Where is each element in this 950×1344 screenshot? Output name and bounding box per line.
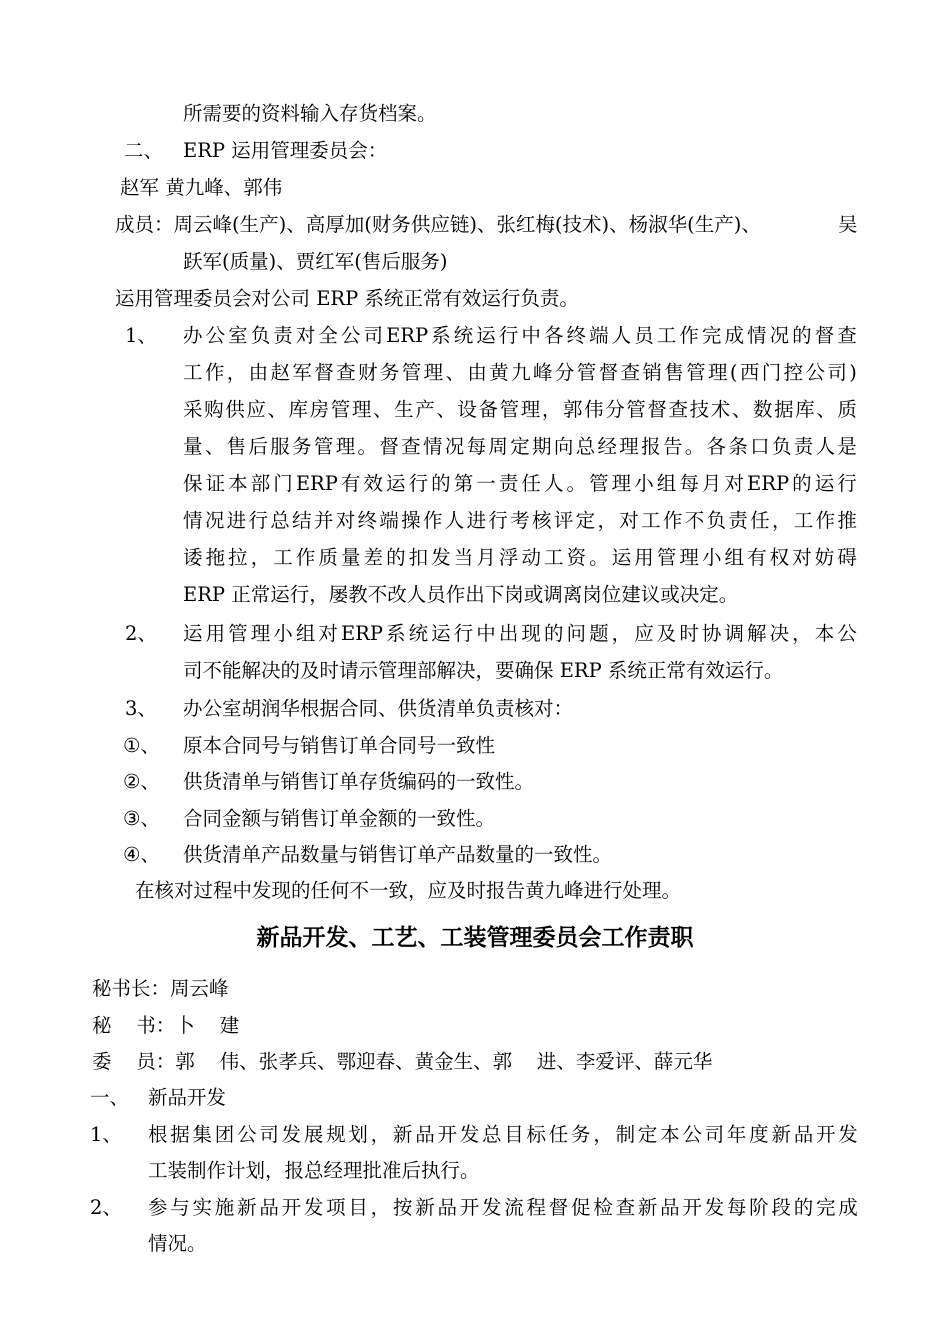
section-number: 一、: [90, 1086, 130, 1109]
list-number: 2、: [125, 622, 157, 645]
section-heading: ERP 运用管理委员会：: [183, 139, 388, 162]
item1-line: ERP 正常运行，屡教不改人员作出下岗或调离岗位建议或决定。: [183, 583, 739, 606]
list-number: 1、: [125, 324, 157, 347]
item2-line: 运 用 管 理 小 组 对 ERP 系 统 运 行 中 出 现 的 问 题 ， 应 及 时 协 调 解 决 ， 本 公: [183, 622, 857, 645]
item1-line: 采 购 供 应 、 库 房 管 理 、 生 产 、 设 备 管 理 ， 郭 伟 分 管 督 查 技 术 、 数 据 库 、 质: [183, 398, 857, 421]
item3-text: 办公室胡润华根据合同、供货清单负责核对：: [183, 697, 574, 720]
sub-item-number: ④、: [123, 843, 160, 866]
sub-item-number: ①、: [123, 734, 160, 757]
sub-item-number: ②、: [123, 770, 160, 793]
section-title: 新品开发、工艺、工装管理委员会工作责职: [256, 925, 694, 951]
members-line: 成员：周云峰(生产)、高厚加(财务供应链)、张红梅(技术)、杨淑华(生产)、: [115, 213, 761, 236]
item1-line: 办 公 室 负 责 对 全 公 司 ERP 系 统 运 行 中 各 终 端 人 员 工 作 完 成 情 况 的 督 查: [183, 324, 857, 347]
text-line: 运用管理委员会对公司 ERP 系统正常有效运行负责。: [115, 287, 579, 310]
item1-line: 工 作 ， 由 赵 军 督 查 财 务 管 理 、 由 黄 九 峰 分 管 督 查 销 售 管 理 ( 西 门 控 公 司 ): [183, 361, 857, 384]
sub-item-text: 供货清单与销售订单存货编码的一致性。: [183, 770, 535, 793]
secretary-line: 秘 书：卜 建: [92, 1014, 240, 1037]
list-number: 1、: [90, 1123, 122, 1146]
text-line: 赵军 黄九峰、郭伟: [120, 176, 283, 199]
sub-item-text: 供货清单产品数量与销售订单产品数量的一致性。: [183, 843, 613, 866]
section-heading: 新品开发: [148, 1086, 227, 1109]
secretary-general-line: 秘书长：周云峰: [92, 977, 229, 1000]
item1-line: 保 证 本 部 门 ERP 有 效 运 行 的 第 一 责 任 人 。 管 理 小 组 每 月 对 ERP 的 运 行: [183, 472, 857, 495]
section-number: 二、: [124, 139, 164, 162]
closing-line: 在核对过程中发现的任何不一致，应及时报告黄九峰进行处理。: [135, 879, 682, 902]
text-line: 所需要的资料输入存货档案。: [183, 102, 437, 125]
item1-line: 情 况 进 行 总 结 并 对 终 端 操 作 人 进 行 考 核 评 定 ， 对 工 作 不 负 责 任 ， 工 作 推: [183, 509, 857, 532]
p1-line: 根 据 集 团 公 司 发 展 规 划 ， 新 品 开 发 总 目 标 任 务 ， 制 定 本 公 司 年 度 新 品 开 发: [148, 1123, 858, 1146]
sub-item-text: 原本合同号与销售订单合同号一致性: [183, 734, 496, 757]
list-number: 3、: [125, 697, 157, 720]
sub-item-text: 合同金额与销售订单金额的一致性。: [183, 807, 496, 830]
p2-line: 情况。: [148, 1232, 207, 1255]
item1-line: 诿 拖 拉 ， 工 作 质 量 差 的 扣 发 当 月 浮 动 工 资 。 运 用 管 理 小 组 有 权 对 妨 碍: [183, 546, 857, 569]
item1-line: 量 、 售 后 服 务 管 理 。 督 查 情 况 每 周 定 期 向 总 经 理 报 告 。 各 条 口 负 责 人 是: [183, 435, 857, 458]
members-line-end: 吴: [838, 213, 858, 236]
members-line: 委 员：郭 伟、张孝兵、鄂迎春、黄金生、郭 进、李爱评、薛元华: [92, 1050, 713, 1073]
members-line-cont: 跃军(质量)、贾红军(售后服务): [183, 250, 448, 273]
item2-line: 司不能解决的及时请示管理部解决，要确保 ERP 系统正常有效运行。: [183, 659, 784, 682]
p1-line: 工装制作计划，报总经理批准后执行。: [148, 1159, 480, 1182]
list-number: 2、: [90, 1196, 122, 1219]
p2-line: 参 与 实 施 新 品 开 发 项 目 ， 按 新 品 开 发 流 程 督 促 检 查 新 品 开 发 每 阶 段 的 完 成: [148, 1196, 858, 1219]
sub-item-number: ③、: [123, 807, 160, 830]
